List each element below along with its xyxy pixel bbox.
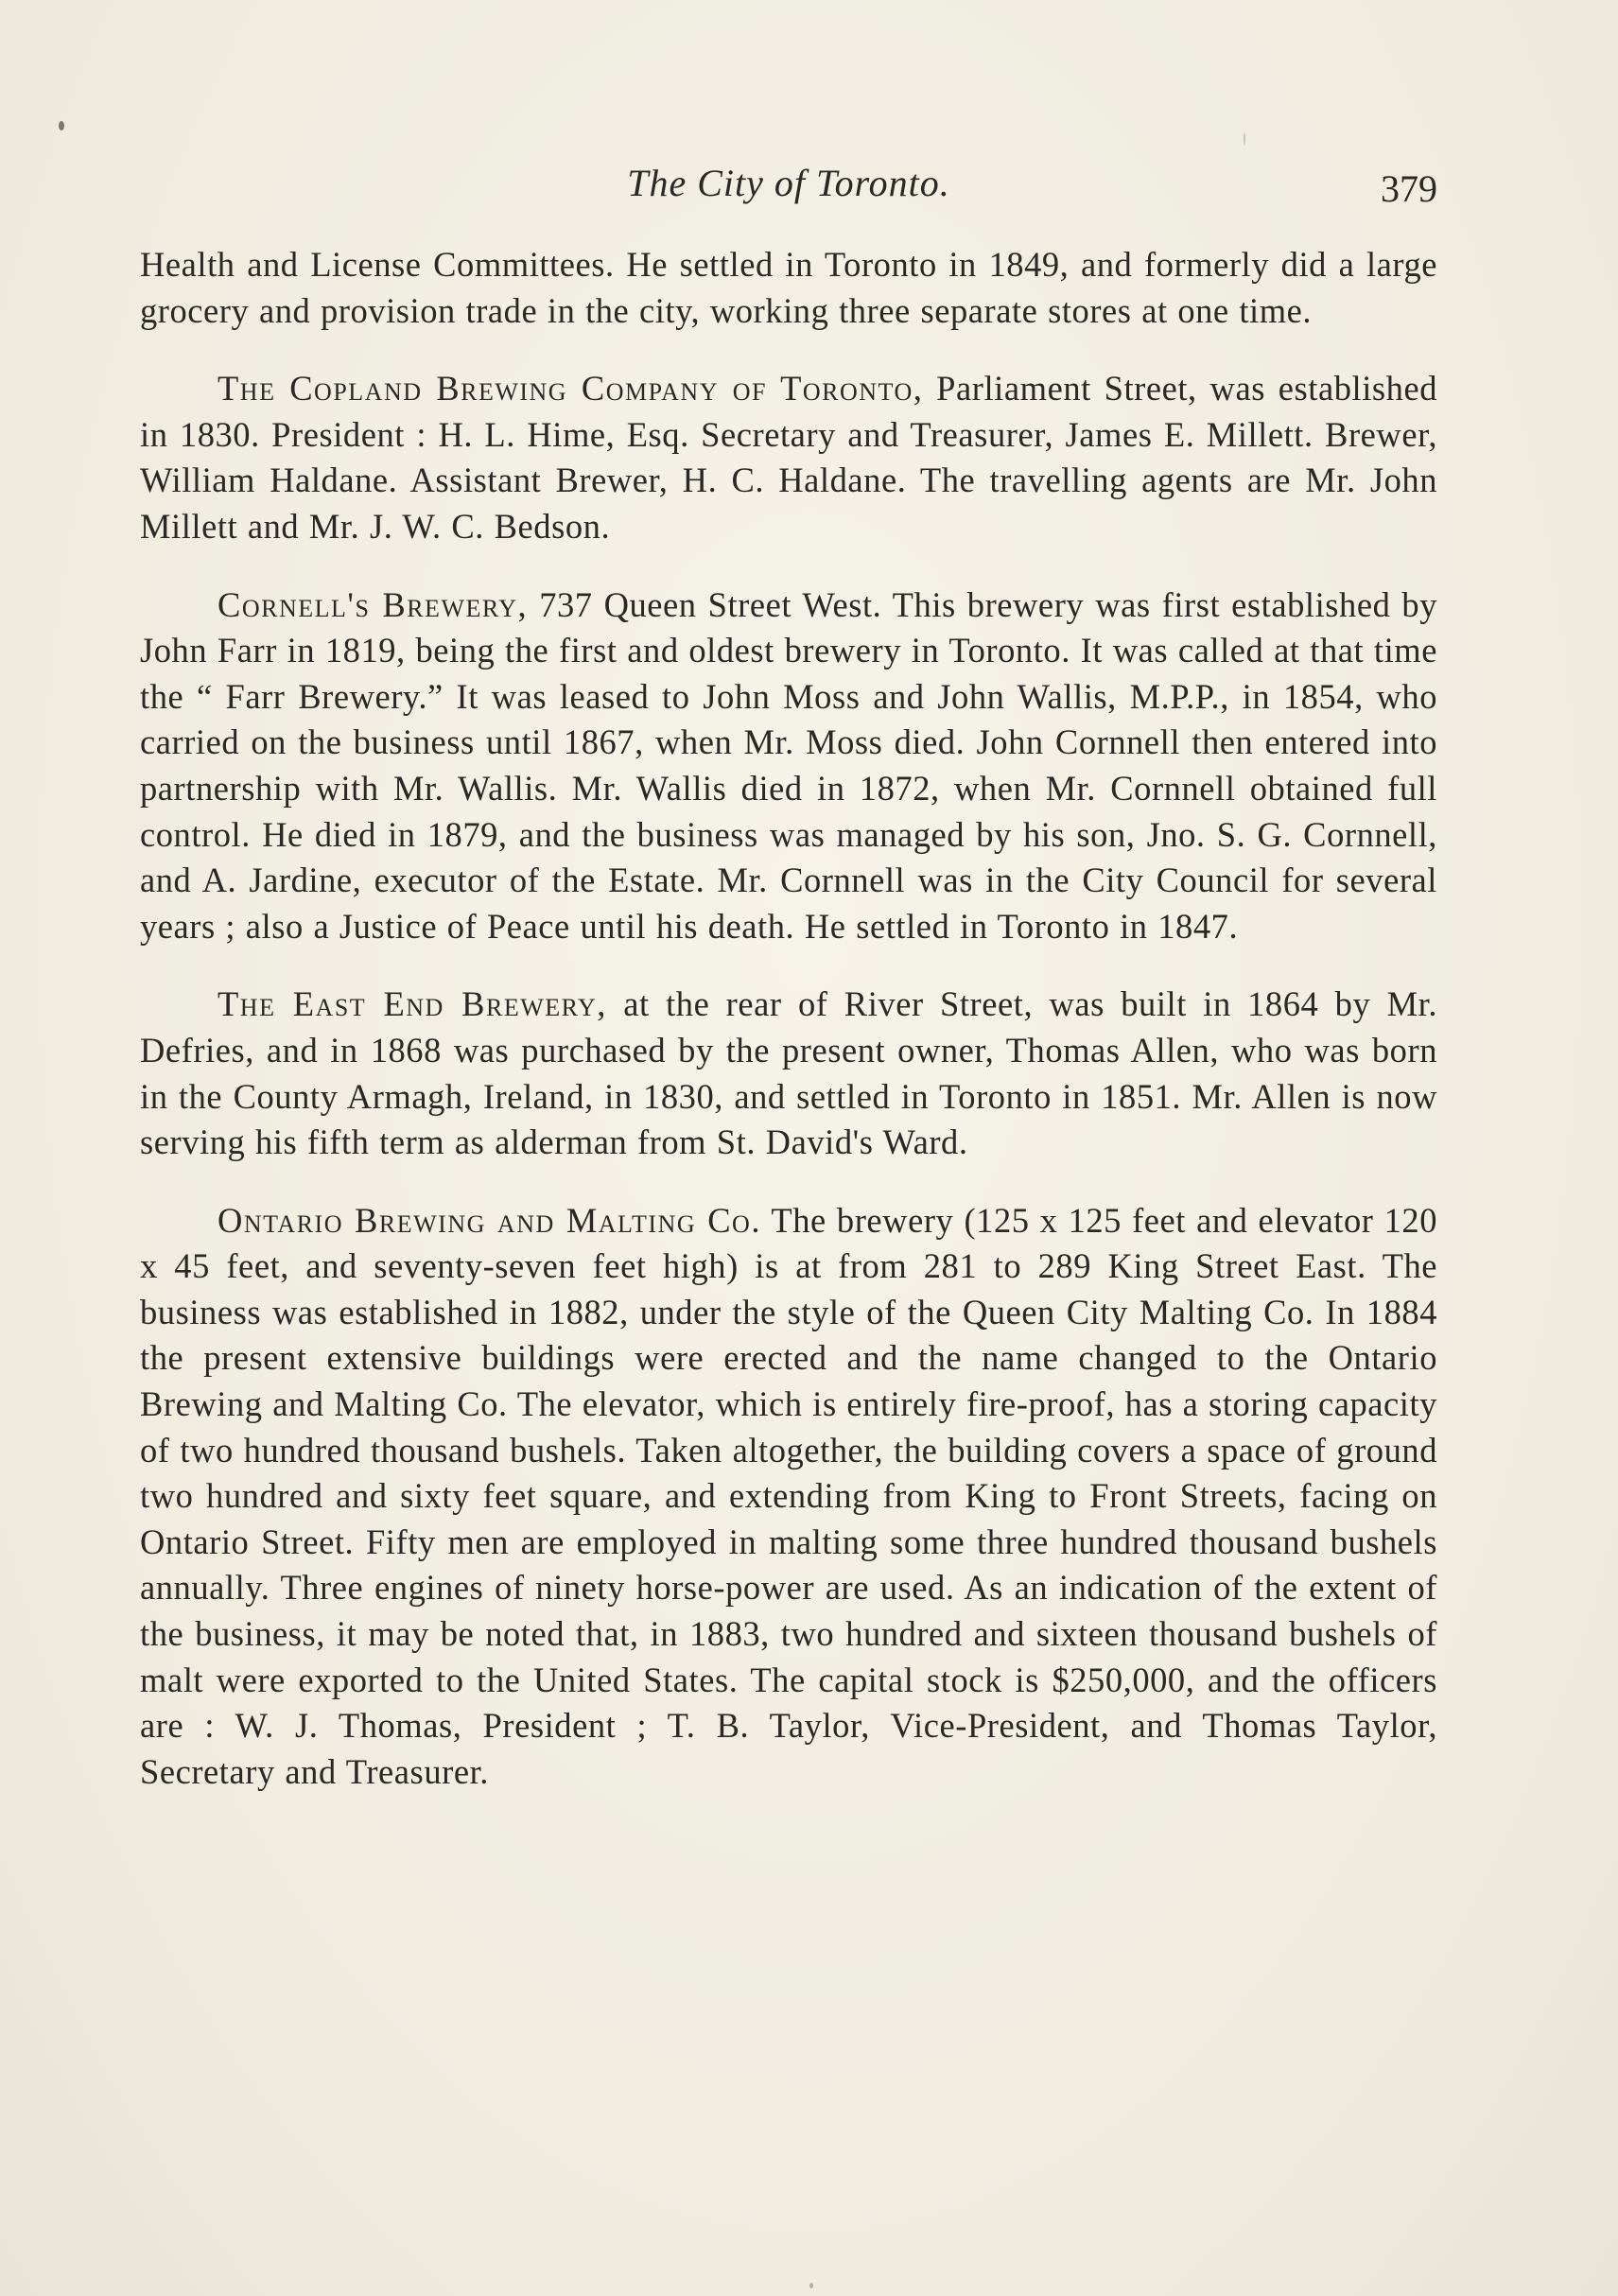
paragraph-ontario-brewing — [140, 1198, 1437, 1796]
ink-speck — [809, 2283, 813, 2288]
paragraph-lead: The Copland Brewing Company of Toronto, — [217, 369, 924, 409]
paragraph-lead: Ontario Brewing and Malting Co. — [217, 1200, 761, 1240]
paragraph-text: at the rear of River Street, was built in 1864 by Mr. Defries, and in 1868 was purchased by the present owner, Thomas Allen, who was born in the County Armagh, Ireland, in 1830, and settled in Toronto in 1851. Mr. Allen is now serving his fifth term as alderman from St. David's Ward. — [140, 984, 1437, 1162]
paragraph-text: 737 Queen Street West. This brewery was first established by John Farr in 1819, being the first and oldest brewery in Toronto. It was called at that time the “ Farr Brewery.” It was leased to John Moss and John Wallis, M.P.P., in 1854, who carried on the business until 1867, when Mr. Moss died. John Cornnell then entered into partnership with Mr. Wallis. Mr. Wallis died in 1872, when Mr. Cornnell obtained full control. He died in 1879, and the business was managed by his son, Jno. S. G. Cornnell, and A. Jardine, executor of the Estate. Mr. Cornnell was in the City Council for several years ; also a Justice of Peace until his death. He settled in Toronto in 1847. — [140, 584, 1437, 946]
paragraph-cornnell-brewery — [140, 583, 1437, 950]
page-number: 379 — [1381, 167, 1437, 210]
running-title: The City of Toronto. — [627, 162, 950, 204]
paragraph-continuation — [140, 242, 1437, 334]
running-head — [140, 161, 1437, 217]
paragraph-text: Parliament Street, was established in 1830. President : H. L. Hime, Esq. Secretary and Treasurer, James E. Millett. Brewer, William Haldane. Assistant Brewer, H. C. Haldane. The travelling agents are Mr. John Millett and Mr. J. W. C. Bedson. — [140, 369, 1437, 546]
body-text — [140, 242, 1437, 1827]
ink-speck — [1244, 132, 1245, 146]
paragraph-copland-brewing — [140, 366, 1437, 549]
ink-speck — [59, 121, 64, 130]
paragraph-east-end-brewery — [140, 982, 1437, 1165]
paragraph-text: The brewery (125 x 125 feet and elevator 120 x 45 feet, and seventy-seven feet high) is at from 281 to 289 King Street East. The business was established in 1882, under the style of the Queen City Malting Co. In 1884 the present extensive buildings were erected and the name changed to the Ontario Brewing and Malting Co. The elevator, which is entirely fire-proof, has a storing capacity of two hundred thousand bushels. Taken altogether, the building covers a space of ground two hundred and sixty feet square, and extending from King to Front Streets, facing on Ontario Street. Fifty men are employed in malting some three hundred thousand bushels annually. Three engines of ninety horse-power are used. As an indication of the extent of the business, it may be noted that, in 1883, two hundred and sixteen thousand bushels of malt were exported to the United States. The capital stock is $250,000, and the officers are : W. J. Thomas, President ; T. B. Taylor, Vice-President, and Thomas Taylor, Secretary and Treasurer. — [140, 1200, 1438, 1791]
paragraph-lead: The East End Brewery, — [217, 984, 607, 1024]
paragraph-lead: Cornell's Brewery, — [217, 584, 529, 624]
paragraph-text: Health and License Committees. He settled in Toronto in 1849, and formerly did a large grocery and provision trade in the city, working three separate stores at one time. — [140, 245, 1437, 330]
